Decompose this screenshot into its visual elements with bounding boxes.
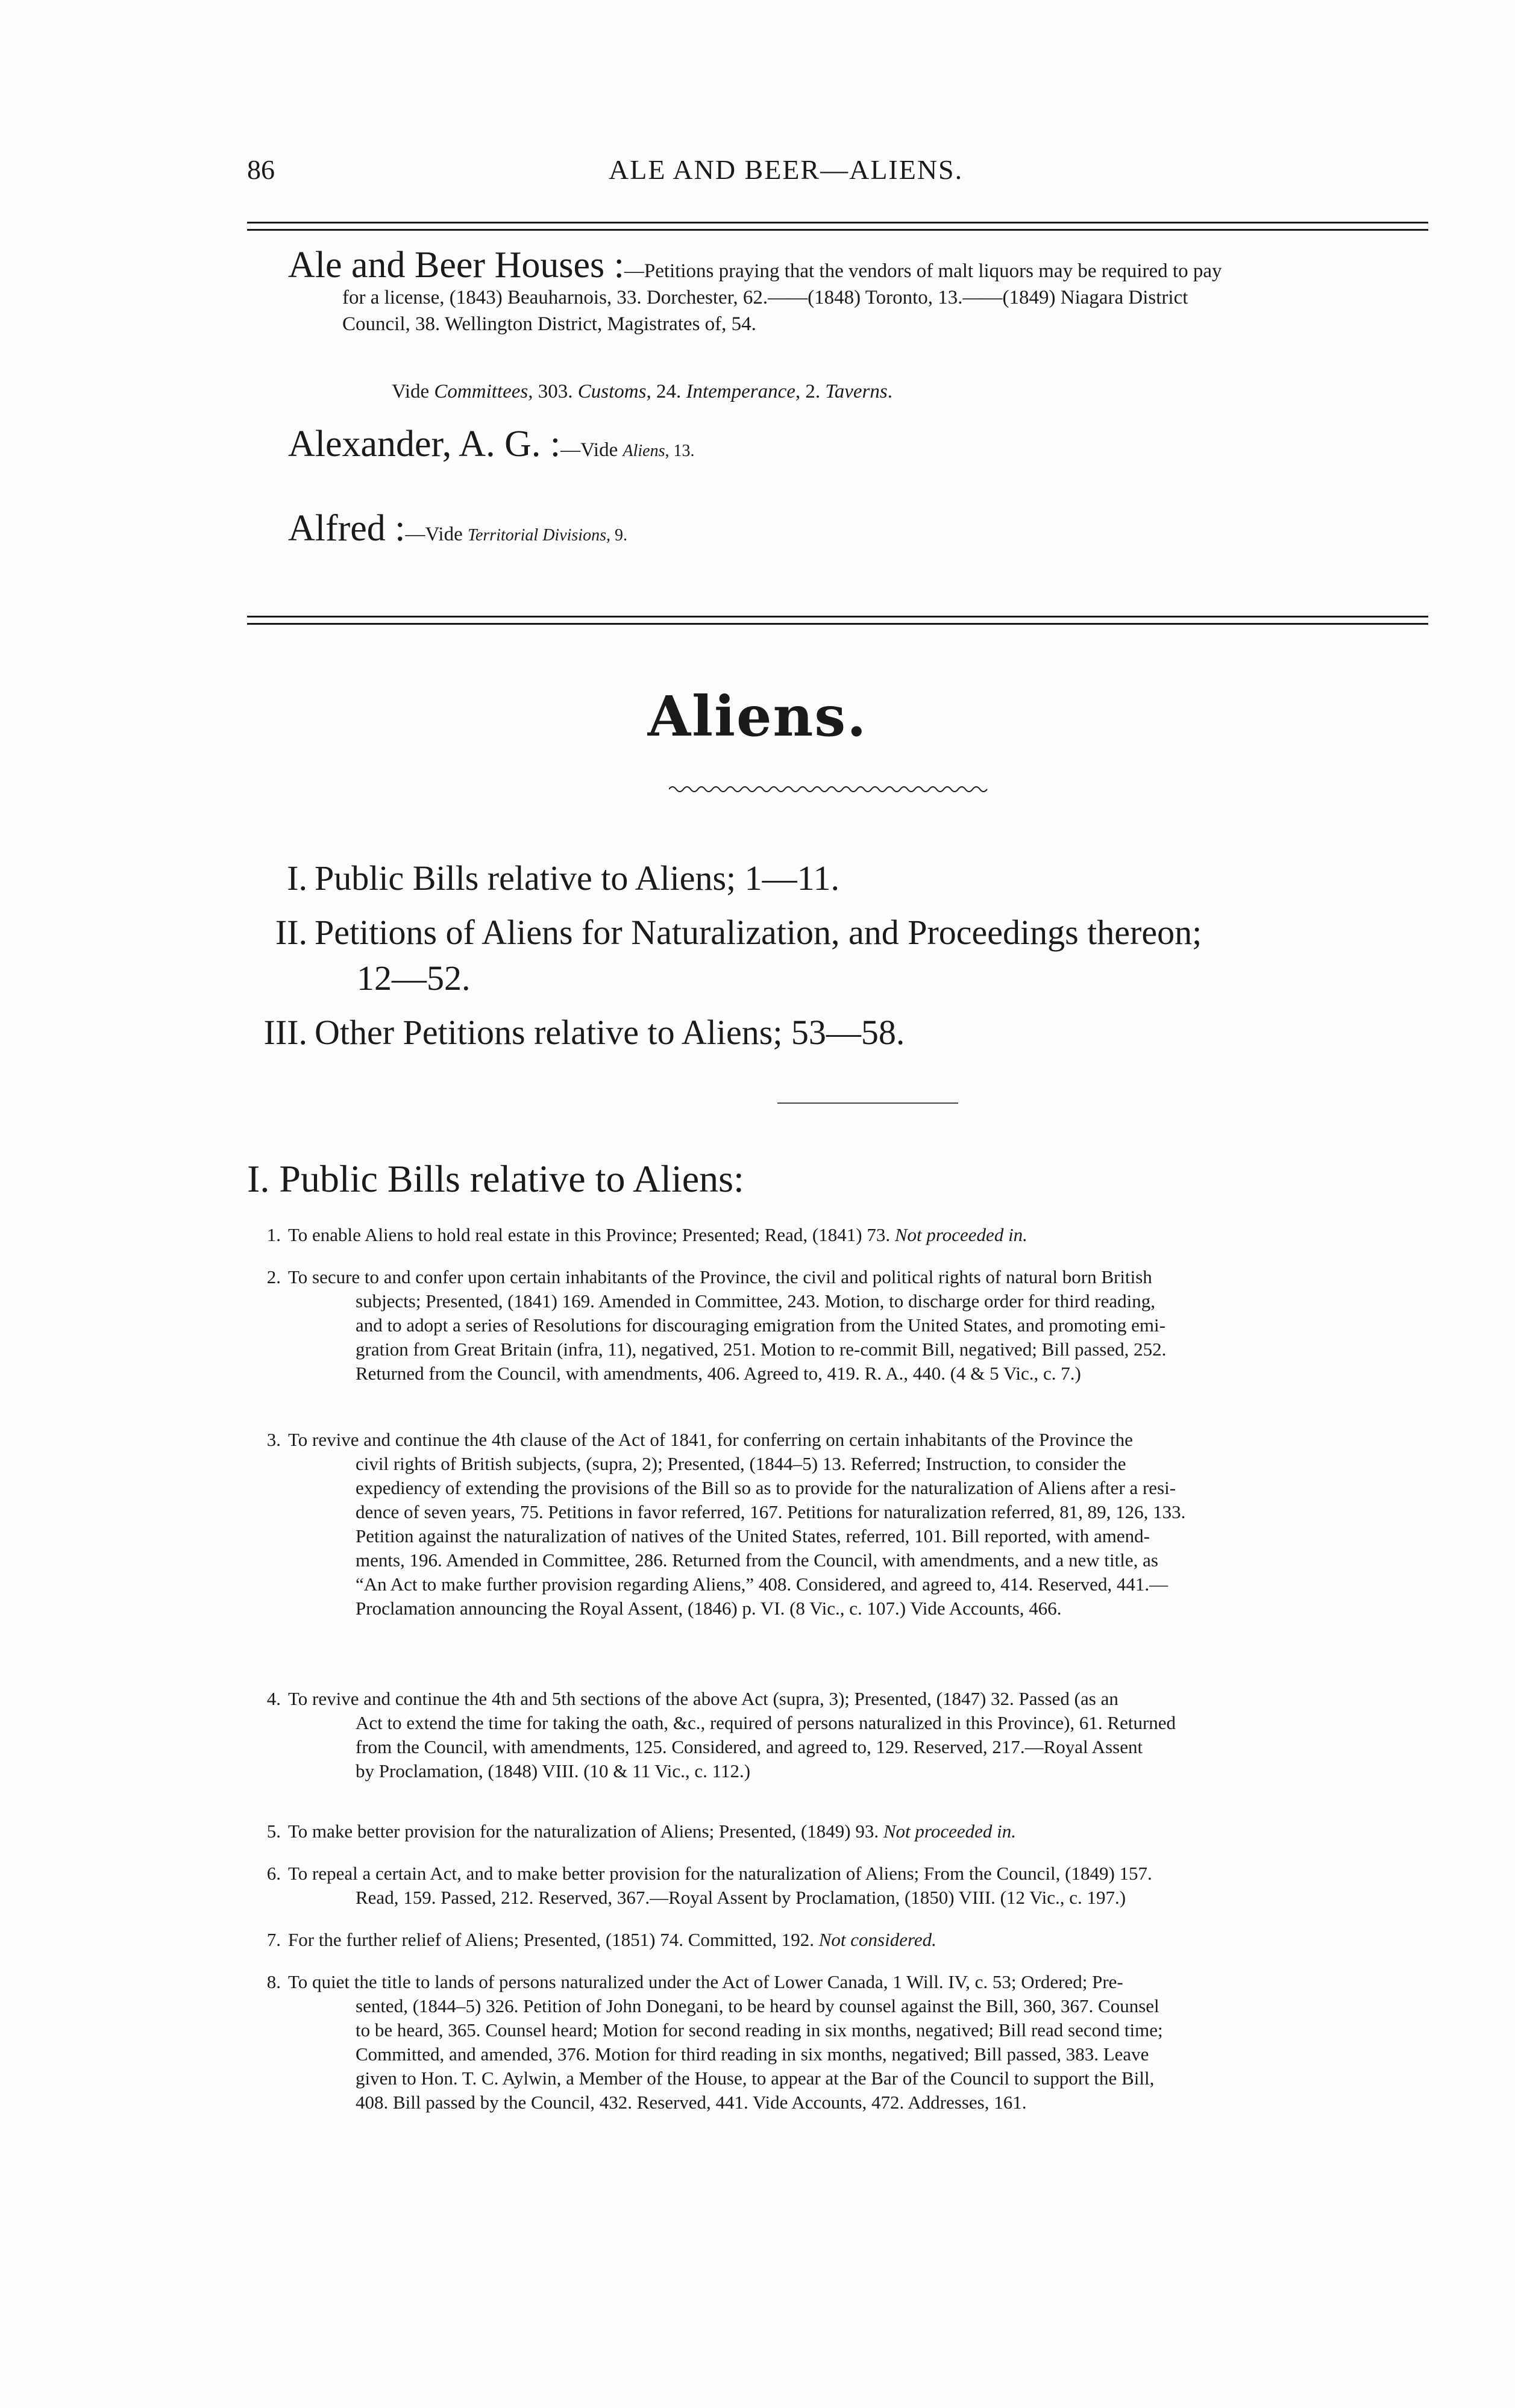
- vide-page: , 13.: [665, 442, 695, 460]
- entry-heading: Alexander, A. G. :: [288, 424, 561, 464]
- short-divider: [777, 1102, 958, 1104]
- item-text: To enable Aliens to hold real estate in this Province; Presented; Read, (1841) 73.: [288, 1224, 895, 1245]
- item-continuation: expediency of extending the provisions of the Bill so as to provide for the naturalization of Aliens after a resi-: [356, 1477, 1176, 1498]
- item-text: To secure to and confer upon certain inhabitants of the Province, the civil and political rights of natural born British: [288, 1266, 1152, 1287]
- contents-number: II.: [275, 913, 307, 952]
- item-number: 1.: [266, 1224, 281, 1245]
- item-continuation: dence of seven years, 75. Petitions in favor referred, 167. Petitions for naturalization referred, 81, 89, 126, 133.: [356, 1501, 1186, 1522]
- contents-number: I.: [287, 858, 307, 898]
- item-continuation: from the Council, with amendments, 125. Considered, and agreed to, 129. Reserved, 217.—Royal Assent: [356, 1736, 1143, 1757]
- contents-text: Petitions of Aliens for Naturalization, and Proceedings thereon;: [315, 913, 1202, 952]
- vide-ref: Committees: [434, 381, 529, 402]
- item-continuation: ments, 196. Amended in Committee, 286. Returned from the Council, with amendments, and a new title, as: [356, 1550, 1158, 1571]
- entry-ale-and-beer-houses: [288, 245, 1427, 337]
- vide-word: —Vide: [560, 439, 623, 461]
- item-text: To quiet the title to lands of persons naturalized under the Act of Lower Canada, 1 Will. IV, c. 53; Ordered; Pre-: [288, 1971, 1123, 1992]
- item-text: To repeal a certain Act, and to make better provision for the naturalization of Aliens; From the Council, (1849) 157.: [288, 1863, 1152, 1884]
- bill-item: [247, 1862, 1428, 1910]
- item-number: 2.: [266, 1266, 281, 1287]
- vide-page: .: [887, 381, 892, 402]
- entry-text: —Petitions praying that the vendors of malt liquors may be required to pay: [624, 260, 1222, 282]
- item-continuation: subjects; Presented, (1841) 169. Amended in Committee, 243. Motion, to discharge order for third reading,: [356, 1290, 1156, 1312]
- vide-cross-reference: [392, 381, 892, 403]
- vide-ref: Taverns: [825, 381, 888, 402]
- bill-item: [247, 1819, 1428, 1844]
- bill-item: [247, 1687, 1428, 1783]
- item-number: 6.: [266, 1863, 281, 1884]
- item-number: 4.: [266, 1688, 281, 1709]
- contents-continuation: 12—52.: [357, 959, 471, 998]
- vide-page: , 24.: [646, 381, 686, 402]
- item-continuation: Returned from the Council, with amendments, 406. Agreed to, 419. R. A., 440. (4 & 5 Vic., c. 7.): [356, 1363, 1081, 1384]
- vide-ref: Aliens: [623, 442, 665, 460]
- contents-text: Other Petitions relative to Aliens; 53—58.: [315, 1013, 905, 1052]
- subsection-heading: I. Public Bills relative to Aliens:: [247, 1157, 744, 1200]
- item-continuation: “An Act to make further provision regarding Aliens,” 408. Considered, and agreed to, 414. Reserved, 441.—: [356, 1574, 1168, 1595]
- item-number: 8.: [266, 1971, 281, 1992]
- vide-ref: Territorial Divisions: [467, 526, 606, 545]
- vide-word: —Vide: [405, 524, 468, 545]
- entry-continuation: Council, 38. Wellington District, Magistrates of, 54.: [342, 313, 756, 335]
- entry-alfred: [288, 508, 1427, 549]
- item-continuation: given to Hon. T. C. Aylwin, a Member of the House, to appear at the Bar of the Council to support the Bill,: [356, 2068, 1155, 2089]
- item-continuation: Act to extend the time for taking the oath, &c., required of persons naturalized in this Province), 61. Returned: [356, 1712, 1176, 1733]
- running-title: ALE AND BEER—ALIENS.: [609, 154, 964, 185]
- item-number: 3.: [266, 1429, 281, 1450]
- item-number: 7.: [266, 1929, 281, 1950]
- vide-ref: Customs: [577, 381, 647, 402]
- contents-number: III.: [263, 1013, 307, 1052]
- bill-item: [247, 1223, 1428, 1247]
- wavy-ornament: [669, 784, 988, 794]
- item-continuation: and to adopt a series of Resolutions for discouraging emigration from the United States, and promoting emi-: [356, 1315, 1165, 1336]
- item-status: Not considered.: [818, 1929, 936, 1950]
- entry-continuation: for a license, (1843) Beauharnois, 33. Dorchester, 62.——(1848) Toronto, 13.——(1849) Niagara District: [342, 287, 1188, 308]
- item-continuation: by Proclamation, (1848) VIII. (10 & 11 Vic., c. 112.): [356, 1760, 751, 1781]
- item-text: To revive and continue the 4th clause of the Act of 1841, for conferring on certain inhabitants of the Province the: [288, 1429, 1133, 1450]
- item-number: 5.: [266, 1821, 281, 1842]
- item-continuation: Read, 159. Passed, 212. Reserved, 367.—Royal Assent by Proclamation, (1850) VIII. (12 Vic., c. 197.): [356, 1887, 1126, 1908]
- item-continuation: Petition against the naturalization of natives of the United States, referred, 101. Bill reported, with amend-: [356, 1525, 1150, 1546]
- top-double-rule: [247, 222, 1428, 231]
- contents-item: [247, 855, 1428, 901]
- entry-alexander: [288, 424, 1427, 464]
- contents-item: [247, 1010, 1428, 1055]
- item-continuation: gration from Great Britain (infra, 11), negatived, 251. Motion to re-commit Bill, negatived; Bill passed, 252.: [356, 1339, 1167, 1360]
- item-text: For the further relief of Aliens; Presented, (1851) 74. Committed, 192.: [288, 1929, 819, 1950]
- item-status: Not proceeded in.: [894, 1224, 1027, 1245]
- contents-item: [247, 910, 1428, 1001]
- item-continuation: to be heard, 365. Counsel heard; Motion for second reading in six months, negatived; Bill read second time;: [356, 2019, 1163, 2041]
- item-text: To revive and continue the 4th and 5th sections of the above Act (supra, 3); Presented, (1847) 32. Passed (as an: [288, 1688, 1118, 1709]
- section-double-rule: [247, 616, 1428, 625]
- vide-word: Vide: [392, 381, 434, 402]
- item-continuation: Proclamation announcing the Royal Assent, (1846) p. VI. (8 Vic., c. 107.) Vide Accounts, 466.: [356, 1598, 1062, 1619]
- vide-page: , 2.: [795, 381, 826, 402]
- bill-item: [247, 1970, 1428, 2115]
- running-head: [247, 154, 1428, 196]
- bill-item: [247, 1428, 1428, 1621]
- item-text: To make better provision for the naturalization of Aliens; Presented, (1849) 93.: [288, 1821, 883, 1842]
- item-continuation: civil rights of British subjects, (supra, 2); Presented, (1844–5) 13. Referred; Instruction, to consider the: [356, 1453, 1126, 1474]
- entry-heading: Alfred :: [288, 508, 406, 549]
- vide-page: , 9.: [606, 526, 627, 545]
- item-continuation: Committed, and amended, 376. Motion for third reading in six months, negatived; Bill passed, 383. Leave: [356, 2044, 1149, 2065]
- vide-ref: Intemperance: [686, 381, 795, 402]
- bill-item: [247, 1265, 1428, 1386]
- item-continuation: 408. Bill passed by the Council, 432. Reserved, 441. Vide Accounts, 472. Addresses, 161.: [356, 2092, 1027, 2113]
- item-status: Not proceeded in.: [883, 1821, 1016, 1842]
- contents-text: Public Bills relative to Aliens; 1—11.: [315, 858, 840, 898]
- section-title: Aliens.: [647, 684, 868, 749]
- entry-heading: Ale and Beer Houses :: [288, 245, 624, 286]
- bill-item: [247, 1928, 1428, 1952]
- page-number: 86: [247, 154, 275, 185]
- vide-page: , 303.: [528, 381, 578, 402]
- item-continuation: sented, (1844–5) 326. Petition of John Donegani, to be heard by counsel against the Bill, 360, 367. Counsel: [356, 1995, 1159, 2016]
